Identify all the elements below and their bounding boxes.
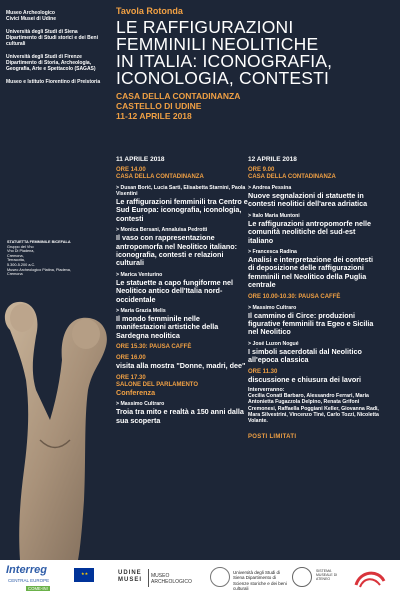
day-date: 12 APRILE 2018 [248,156,297,163]
caption-title: STATUETTA FEMMINILE BICEFALA [7,240,71,244]
time-slot: ORE 11.30 [248,368,278,375]
caption-line: Museo Archeologico Platina, Piadena, Cremona [7,267,71,277]
talk-title: Analisi e interpretazione dei contesti di deposizione delle raffigurazioni femminili nel Neolitico della Puglia centrale [248,255,374,290]
caption-line: 5.300-5.200 a.C. [7,262,36,267]
talk-speakers: > José Luzon Nogué [248,341,380,347]
talk-speakers: > Monica Bersani, Annaluisa Pedrotti [116,227,248,233]
talk-title: Troia tra mito e realtà a 150 anni dalla sua scoperta [116,407,244,425]
institution-name: Università degli Studi di Siena [6,29,78,35]
institutions-list [6,10,106,92]
title-line: ICONOLOGIA, CONTESTI [116,68,330,88]
caption-line: Gruppo del Vho [7,244,34,249]
day2-program [248,156,380,440]
venue-line: 11-12 APRILE 2018 [116,111,192,121]
talk-title: Il vaso con rappresentazione antropomorfa nel Neolitico italiano: iconografia, contesti e relazioni culturali [116,233,237,268]
place: CASA DELLA CONTADINANZA [248,174,336,180]
talk-title: Il cammino di Circe: produzioni figurative femminili tra Egeo e Sicilia nel Neolitico [248,310,374,337]
come-in-label: COME-IN! [28,586,48,591]
statue-image [0,290,120,560]
talk-title: I simboli sacerdotali dal Neolitico all'epoca classica [248,346,362,365]
talk-speakers: > Francesca Radina [248,249,380,255]
event-venue [116,91,396,121]
institution-sub: Civici Musei di Udine [6,16,57,22]
talk-speakers: > Dusan Borić, Lucia Sarti, Elisabetta Starnini, Paola Visentini [116,185,248,197]
title-line: FEMMINILI NEOLITICHE [116,34,319,54]
speakers-list: Cecilia Conati Barbaro, Alessandro Ferrari, Maria Antonietta Fugazzola Delpino, Renata Grifoni Cremonesi, Raffaella Poggiani Keller, Giovanna Radi, Mara Silvestrini, Vincenzo Tiné, Carlo Tozzi, Nicoletta Volante. [248,393,379,424]
talk-title: Le statuette a capo fungiforme nel Neolitico antico dell'Italia nord-occidentale [116,277,234,304]
siena-text: Università degli Studi di Siena Dipartimento di Scienze storiche e dei beni culturali [233,570,287,591]
statue-caption [7,240,85,277]
time-slot: ORE 9.00 [248,167,275,173]
header [116,6,396,121]
institution-sub: Dipartimento di Storia, Archeologia, Geografia, Arte e Spettacolo (SAGAS) [6,60,96,72]
visit-text: visita alla mostra "Donne, madri, dee" [116,361,246,371]
talk-title: Il mondo femminile nelle manifestazioni artistiche della Sardegna neolitica [116,314,219,340]
talk-title: Nuove segnalazioni di statuette in contesti neolitici dell'area adriatica [248,191,368,209]
smf-logo: SISTEMA MUSEALE DI ATENEO [316,569,338,582]
eu-flag-icon: ★★ [74,568,94,582]
time-slot: ORE 16.00 [116,355,146,362]
interreg-sub: CENTRAL EUROPE [8,578,50,583]
place: SALONE DEL PARLAMENTO [116,381,199,388]
talk [248,213,380,245]
event-kicker: Tavola Rotonda [116,6,183,16]
institution-sub: Dipartimento di Studi storici e dei Beni culturali [6,35,98,47]
siena-seal-icon [210,567,230,587]
preistoria-logo-icon [352,565,388,591]
venue-line: CASTELLO DI UDINE [116,101,202,111]
talk-speakers: > Italo Maria Muntoni [248,213,380,219]
talk [116,185,248,223]
interreg-word: Interreg [6,564,47,576]
institution-siena [6,29,106,47]
talk-title: Le raffigurazioni antropomorfe nelle comunità neolitiche del sud-est italiano [248,218,371,245]
sponsor-footer [0,560,400,597]
caption-line: Terracotta, [7,258,25,263]
event-title [116,19,396,87]
talk-speakers: > Marica Venturino [116,272,248,278]
place: CASA DELLA CONTADINANZA [116,174,204,180]
florence-seal-icon [292,567,312,587]
institution-museo [6,10,106,22]
talk [116,308,248,340]
logo-divider [148,569,149,587]
closing-text: discussione e chiusura dei lavori [248,374,362,384]
caption-line: Cremona, [7,253,24,258]
institution-firenze [6,54,106,72]
talk [116,227,248,268]
siena-logo [210,567,290,591]
speakers-label: Interverranno: [248,387,285,394]
coffee-break: ORE 15.30: PAUSA CAFFÈ [116,344,192,351]
talk [116,272,248,304]
talk [248,305,380,337]
day1-program [116,156,248,425]
talk [248,341,380,365]
limited-seats: POSTI LIMITATI [248,434,297,441]
udine-musei-logo [118,567,208,591]
talk [248,249,380,290]
talk [248,185,380,209]
talk-title: Le raffigurazioni femminili tra Centro e Sud Europa: iconografia, iconologia, contesti [116,197,248,223]
time-slot: ORE 14.00 [116,167,146,173]
coffee-break: ORE 10.00-10.30: PAUSA CAFFÈ [248,293,341,300]
talk-speakers: > Massimo Cultraro [248,305,380,311]
musei-sub: MUSEO ARCHEOLOGICO [151,573,192,585]
musei-word: UDINE MUSEI [118,570,143,583]
talk-speakers: > Andrea Pessina [248,185,380,191]
day-date: 11 APRILE 2018 [116,156,165,163]
interreg-logo [6,564,89,592]
venue-line: CASA DELLA CONTADINANZA [116,91,241,101]
institution-name: Museo Archeologico [6,10,55,16]
title-line: IN ITALIA: ICONOGRAFIA, [116,51,333,71]
time-slot: ORE 17.30 [116,374,146,381]
institution-name: Università degli Studi di Firenze [6,54,82,60]
conference-label: Conferenza [116,387,156,397]
title-line: LE RAFFIGURAZIONI [116,17,294,37]
institution-name: Museo e Istituto Fiorentino di Preistoria [6,79,101,85]
institution-preistoria [6,79,106,85]
caption-line: Vho Di Piadena, [7,249,35,254]
talk-speakers: > Maria Grazia Melis [116,308,248,314]
talk [116,401,248,425]
talk-speakers: > Massimo Cultraro [116,401,248,407]
